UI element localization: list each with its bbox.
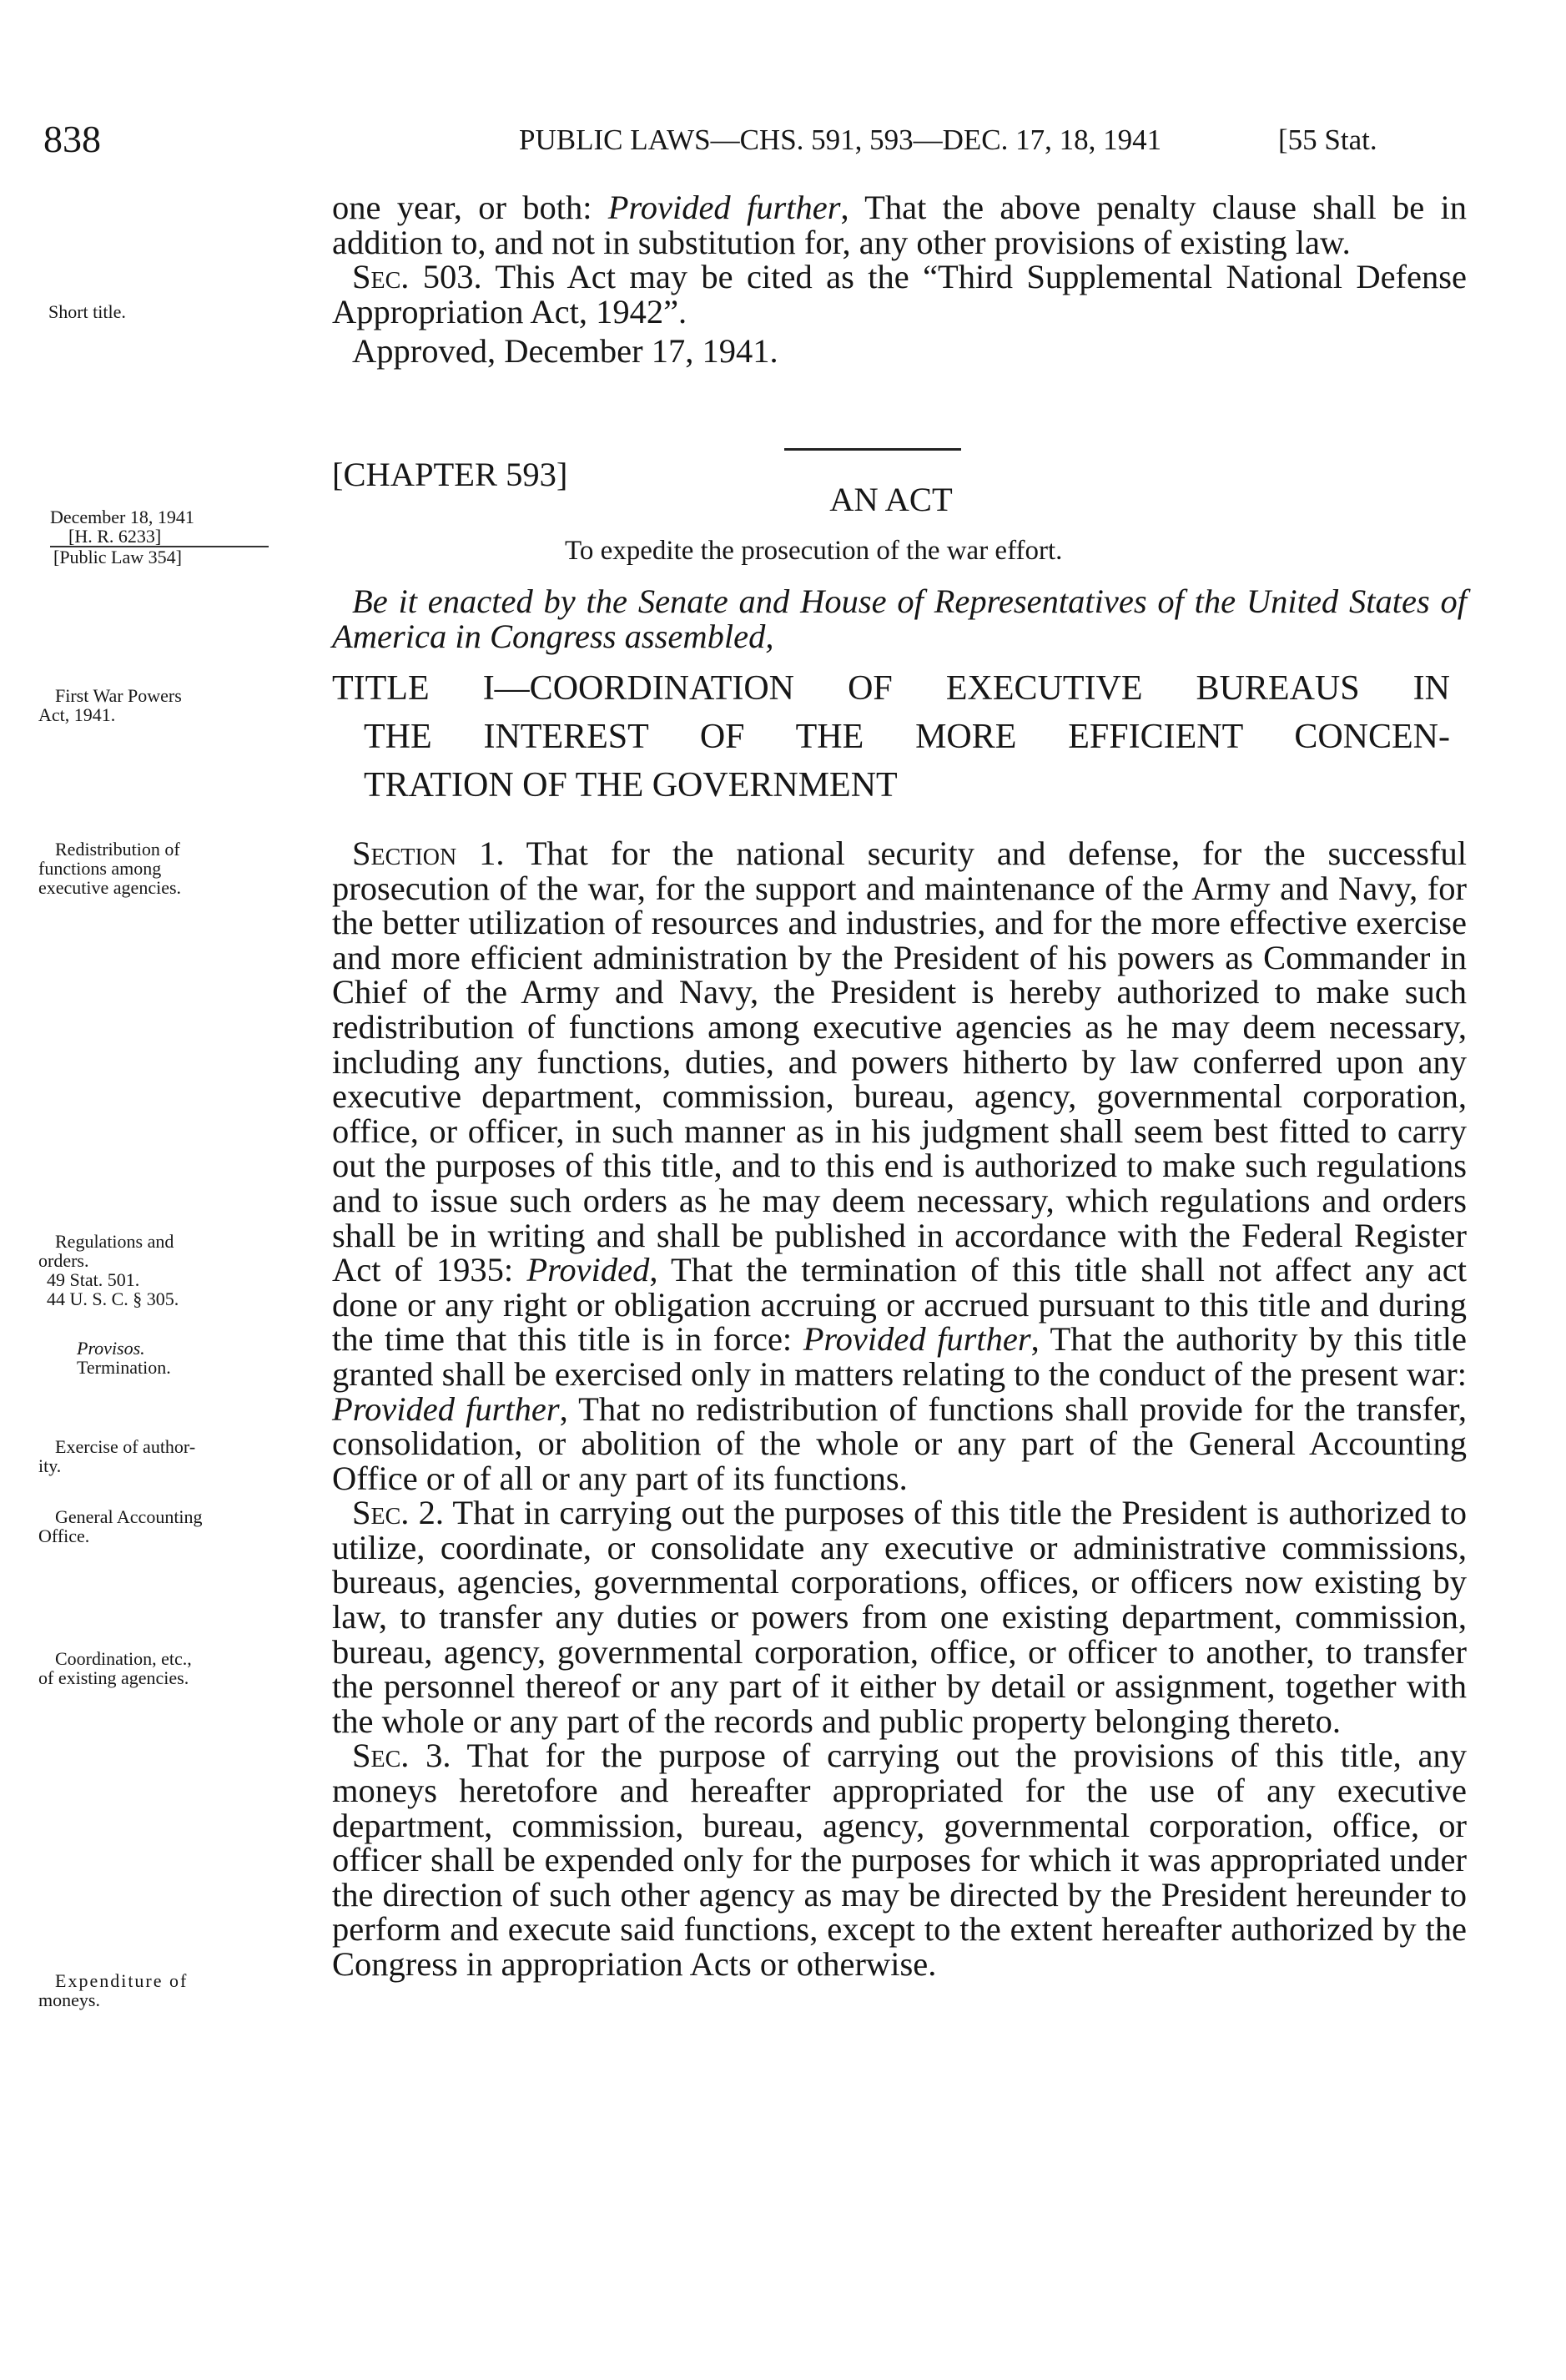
page-number: 838: [43, 118, 101, 160]
margin-regulations-1: Regulations and: [55, 1231, 174, 1252]
margin-cite-usc: 44 U. S. C. § 305.: [47, 1288, 179, 1309]
section-1-text-c: , That the authority by this title granted shall be exercised only in matters relating to the conduct of the present war:: [332, 1320, 1468, 1393]
running-title: PUBLIC LAWS—CHS. 591, 593—DEC. 17, 18, 1941: [519, 124, 1162, 156]
margin-termination: Termination.: [77, 1357, 171, 1378]
margin-note-enactment: [50, 507, 317, 567]
section-1-text-b: , That the termination of this title shall not affect any act done or any right or obligation accruing or accrued pursuant to this title and during the time that this title is in force:: [332, 1251, 1467, 1359]
margin-gao-1: General Accounting: [55, 1506, 203, 1527]
section-2-label: Sec. 2.: [352, 1494, 444, 1532]
section-1-proviso-1: Provided: [526, 1251, 650, 1289]
enacting-clause-text: Be it enacted by the Senate and House of Representatives of the United States of America in Congress assembled,: [332, 582, 1467, 655]
margin-note-redistribution: [38, 840, 305, 897]
section-503-text: This Act may be cited as the “Third Supplemental National Defense Appropriation Act, 1942”.: [332, 258, 1467, 330]
title-heading-line-2: THE INTEREST OF THE MORE EFFICIENT CONCEN-: [364, 718, 1450, 756]
margin-first-war-powers-1: First War Powers: [55, 685, 182, 706]
act-title: AN ACT: [829, 481, 953, 518]
section-3-label: Sec. 3.: [352, 1737, 451, 1775]
margin-redistribution-3: executive agencies.: [38, 877, 182, 898]
margin-note-provisos: [38, 1339, 305, 1377]
section-2-text: That in carrying out the purposes of this title the President is authorized to utilize, coordinate, or consolidate any executive or administrative commissions, bureaus, agencies, governmental corporations, offices, or officers now existing by law, to transfer any duties or powers from one existing department, commission, bureau, agency, governmental corporation, office, or officer to another, to transfer the personnel thereof or any part of it either by detail or assignment, together with the whole or any part of the records and public property belonging thereto.: [332, 1494, 1467, 1740]
margin-exercise-1: Exercise of author-: [55, 1436, 196, 1457]
margin-note-regulations: [38, 1232, 305, 1308]
section-1-text-d: , That no redistribution of functions shall provide for the transfer, consolidation, or abolition of the whole or any part of the General Accounting Office or of all or any part of its functions.: [332, 1389, 1467, 1497]
section-3-text: That for the purpose of carrying out the provisions of this title, any moneys heretofore and hereafter appropriated for the use of any executive department, commission, bureau, agency, governmental corporation, office, or officer shall be expended only for the purposes for which it was appropriated under the direction of such other agency as may be directed by the President hereunder to perform and execute said functions, except to the extent hereafter authorized by the Congress in appropriation Acts or otherwise.: [332, 1737, 1467, 1983]
margin-provisos: Provisos.: [77, 1338, 145, 1359]
margin-regulations-2: orders.: [38, 1250, 89, 1271]
margin-exercise-2: ity.: [38, 1455, 62, 1476]
margin-note-coordination: [38, 1649, 305, 1687]
margin-redistribution-2: functions among: [38, 858, 162, 879]
approval-line: Approved, December 17, 1941.: [352, 332, 778, 371]
section-1-text-a: That for the national security and defense, for the successful prosecution of the war, for the support and maintenance of the Army and Navy, for the better utilization of resources and industries, and for the more effective exercise and more efficient administration by the President of his powers as Commander in Chief of the Army and Navy, the President is hereby authorized to make such redistribution of functions among executive agencies as he may deem necessary, including any functions, duties, and powers hitherto by law conferred upon any executive department, commission, bureau, agency, governmental corporation, office, or officer, in such manner as in his judgment shall seem best fitted to carry out the purposes of this title, and to this end is authorized to make such regulations and to issue such orders as he may deem necessary, which regulations and orders shall be in writing and shall be published in accordance with the Federal Register Act of 1935:: [332, 835, 1467, 1289]
margin-note-gao: [38, 1507, 305, 1545]
margin-cite-stat: 49 Stat. 501.: [47, 1269, 140, 1290]
volume-reference: [55 Stat.: [1278, 124, 1377, 156]
margin-coordination-2: of existing agencies.: [38, 1667, 189, 1688]
title-heading-line-3: TRATION OF THE GOVERNMENT: [364, 766, 898, 804]
margin-note-short-title: [48, 302, 315, 321]
act-purpose: To expedite the prosecution of the war effort.: [565, 536, 1063, 566]
margin-note-first-war-powers: [38, 686, 305, 724]
continuation-text: [332, 190, 1467, 369]
margin-public-law: [Public Law 354]: [53, 547, 182, 567]
section-1-proviso-2: Provided further: [803, 1320, 1031, 1359]
margin-redistribution-1: Redistribution of: [55, 839, 180, 860]
margin-short-title: Short title.: [48, 301, 126, 322]
margin-note-exercise: [38, 1437, 305, 1475]
margin-bill: [H. R. 6233]: [50, 527, 269, 547]
continuation-pre: one year, or both:: [332, 189, 608, 226]
separator-rule: [784, 448, 961, 451]
title-heading-line-1: TITLE I—COORDINATION OF EXECUTIVE BUREAUS IN: [332, 669, 1450, 708]
chapter-label: [CHAPTER 593]: [332, 456, 568, 493]
proviso-italic: Provided further: [607, 189, 841, 226]
section-1-label: Section 1.: [352, 835, 505, 872]
margin-coordination-1: Coordination, etc.,: [55, 1648, 192, 1669]
margin-note-expenditure: [38, 1971, 305, 2009]
title-heading: [332, 664, 1450, 809]
margin-date: December 18, 1941: [50, 507, 194, 527]
margin-expenditure-1: Expenditure of: [55, 1970, 189, 1991]
margin-first-war-powers-2: Act, 1941.: [38, 704, 116, 725]
margin-gao-2: Office.: [38, 1525, 90, 1546]
section-503-label: Sec. 503.: [352, 258, 482, 296]
enacting-clause: [332, 584, 1467, 653]
continuation-post: , That the above penalty clause shall be in addition to, and not in substitution for, any other provisions of existing law.: [332, 189, 1468, 261]
margin-expenditure-2: moneys.: [38, 1989, 100, 2010]
section-1: [332, 836, 1467, 1982]
section-1-proviso-3: Provided further: [332, 1389, 560, 1428]
